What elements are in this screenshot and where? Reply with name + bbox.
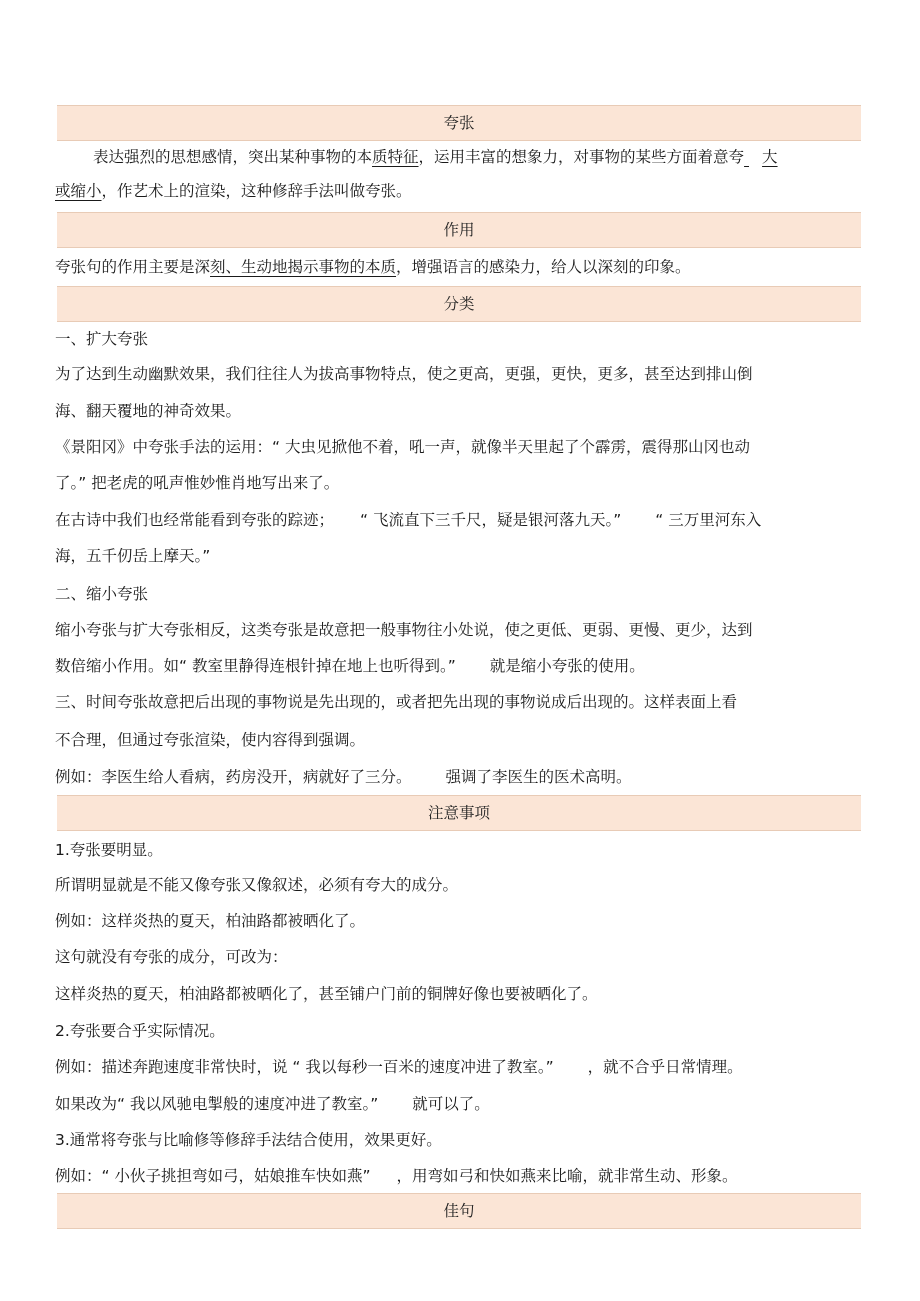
note-text: 例如：这样炎热的夏天，柏油路都被晒化了。	[55, 912, 366, 930]
note-heading: 3.通常将夸张与比喻修等修辞手法结合使用，效果更好。	[55, 1131, 442, 1149]
classify-paragraph	[55, 655, 645, 677]
definition-text: 表达强烈的思想感情，突出某种事物的本	[93, 148, 373, 166]
section-header-zhuyi: 注意事项	[57, 795, 861, 831]
effect-underline: 刻、生动地揭示事物的本质	[210, 258, 397, 276]
classify-paragraph	[55, 509, 761, 531]
section-header-kuazhang: 夸张	[57, 105, 861, 141]
classify-heading-time: 三、时间夸张故意把后出现的事物说是先出现的，或者把先出现的事物说成后出现的。这样表面上看	[55, 693, 738, 711]
classify-paragraph: 为了达到生动幽默效果，我们往往人为拔高事物特点，使之更高，更强，更快，更多，甚至达到排山倒	[55, 365, 753, 383]
note-text: 这句就没有夸张的成分，可改为：	[55, 948, 288, 966]
classify-paragraph: 《景阳冈》中夸张手法的运用：“ 大虫见掀他不着，吼一声，就像半天里起了个霹雳，震得那山冈也动	[55, 438, 750, 456]
classify-heading-enlarge: 一、扩大夸张	[55, 330, 149, 348]
definition-text: ，运用丰富的想象力，对事物的某些方面着意夸	[418, 148, 745, 166]
note-text: 所谓明显就是不能又像夸张又像叙述，必须有夸大的成分。	[55, 876, 459, 894]
classify-paragraph	[55, 766, 632, 788]
classify-heading-shrink: 二、缩小夸张	[55, 585, 149, 603]
poem-quote: “ 三万里河东入	[655, 511, 762, 529]
classify-text: 就是缩小夸张的使用。	[489, 657, 645, 675]
effect-line	[55, 256, 691, 278]
note-example: ，用弯如弓和快如燕来比喻，就非常生动、形象。	[396, 1167, 738, 1185]
classify-text: 例如：李医生给人看病，药房没开，病就好了三分。	[55, 768, 412, 786]
effect-text: 夸张句的作用主要是深	[55, 258, 211, 276]
note-example: ，就不合乎日常情理。	[587, 1058, 743, 1076]
note-example: 例如：“ 小伙子挑担弯如弓，姑娘推车快如燕”	[55, 1167, 371, 1185]
classify-paragraph: 海、翻天覆地的神奇效果。	[55, 402, 242, 420]
poem-quote: “ 飞流直下三千尺，疑是银河落九天。”	[360, 511, 622, 529]
note-text	[55, 1056, 743, 1078]
note-text: 这样炎热的夏天，柏油路都被晒化了，甚至铺户门前的铜牌好像也要被晒化了。	[55, 985, 598, 1003]
classify-paragraph: 缩小夸张与扩大夸张相反，这类夸张是故意把一般事物往小处说，使之更低、更弱、更慢、更少，达到	[55, 621, 753, 639]
classify-text: 数倍缩小作用。如“ 教室里静得连根针掉在地上也听得到。”	[55, 657, 456, 675]
note-example: 例如：描述奔跑速度非常快时，说 “ 我以每秒一百米的速度冲进了教室。”	[55, 1058, 554, 1076]
definition-line-1	[93, 146, 778, 168]
note-example: 如果改为“ 我以风驰电掣般的速度冲进了教室。”	[55, 1095, 379, 1113]
section-header-jiaju: 佳句	[57, 1193, 861, 1229]
note-text	[55, 1165, 738, 1187]
classify-paragraph: 不合理，但通过夸张渲染，使内容得到强调。	[55, 731, 366, 749]
classify-text: 强调了李医生的医术高明。	[445, 768, 632, 786]
note-example: 就可以了。	[412, 1095, 490, 1113]
note-heading: 2.夸张要合乎实际情况。	[55, 1022, 225, 1040]
definition-line-2	[55, 180, 412, 202]
section-header-fenlei: 分类	[57, 286, 861, 322]
note-text	[55, 1093, 490, 1115]
blank-underline	[744, 146, 762, 168]
section-header-zuoyong: 作用	[57, 212, 861, 248]
effect-text: ，增强语言的感染力，给人以深刻的印象。	[396, 258, 691, 276]
classify-paragraph: 海，五千仞岳上摩天。”	[55, 547, 211, 565]
definition-text: ，作艺术上的渲染，这种修辞手法叫做夸张。	[101, 182, 412, 200]
definition-underline-enlarge: 大	[762, 148, 778, 166]
note-heading: 1.夸张要明显。	[55, 841, 163, 859]
definition-underline-essence: 质特征	[372, 148, 419, 166]
definition-underline-shrink: 或缩小	[55, 182, 102, 200]
classify-paragraph: 了。” 把老虎的吼声惟妙惟肖地写出来了。	[55, 474, 340, 492]
classify-text: 在古诗中我们也经常能看到夸张的踪迹；	[55, 511, 335, 529]
